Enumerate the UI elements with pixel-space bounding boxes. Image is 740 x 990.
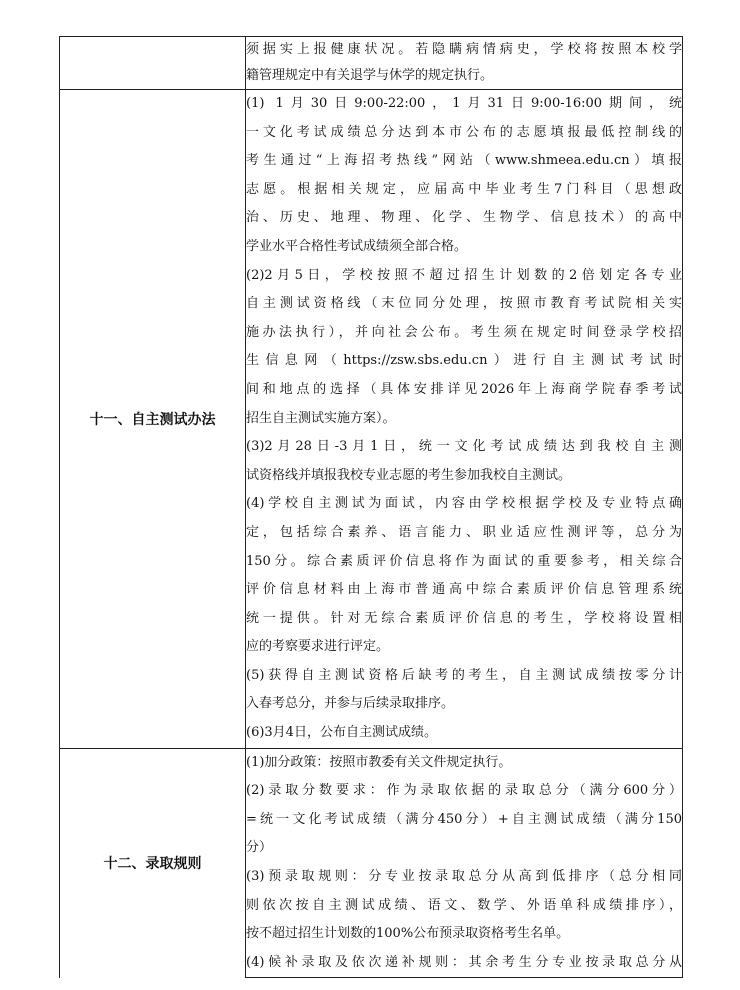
text-line: 间和地点的选择（具体安排详见2026年上海商学院春季考试 [246,381,682,397]
table-row [60,90,683,749]
text-line: 学业水平合格性考试成绩须全部合格。 [246,238,468,254]
text-line: 生信息网（https://zsw.sbs.edu.cn）进行自主测试考试时 [246,353,682,369]
text-line: 入春考总分，并参与后续录取排序。 [246,696,455,712]
text-line: =统一文化考试成绩（满分450分）+自主测试成绩（满分150 [246,811,682,827]
text-line: 籍管理规定中有关退学与休学的规定执行。 [246,68,494,83]
table-row [60,37,683,90]
text-line: (6)3月4日，公布自主测试成绩。 [246,725,437,741]
row-content [246,90,683,749]
text-line: 须据实上报健康状况。若隐瞒病情病史，学校将按照本校学 [246,42,682,57]
text-line: (2)录取分数要求：作为录取依据的录取总分（满分600分） [246,783,682,799]
text-line: 施办法执行），并向社会公布。考生须在规定时间登录学校招 [246,324,682,340]
text-line: 150分。综合素质评价信息将作为面试的重要参考，相关综合 [246,553,682,569]
text-line: (1) 1月30日9:00-22:00，1月31日9:00-16:00期间，统 [246,96,682,111]
text-line: 治、历史、地理、物理、化学、生物学、信息技术）的高中 [246,210,682,226]
text-line: 分） [246,840,273,856]
text-line: 考生通过“上海招考热线”网站（www.shmeea.edu.cn）填报 [246,153,682,169]
text-line: 按不超过招生计划数的100%公布预录取资格考生名单。 [246,926,570,942]
text-line: (1)加分政策：按照市教委有关文件规定执行。 [246,754,512,770]
text-line: (4)候补录取及依次递补规则：其余考生分专业按录取总分从 [246,954,682,970]
text-line: 一文化考试成绩总分达到本市公布的志愿填报最低控制线的 [246,124,682,140]
text-line: 应的考察要求进行评定。 [246,639,390,655]
row-label [60,37,246,90]
row-content [246,748,683,978]
text-line: 招生自主测试实施方案）。 [246,410,396,426]
text-line: 则依次按自主测试成绩、语文、数学、外语单科成绩排序）， [246,897,682,913]
text-line: 定，包括综合素养、语言能力、职业适应性测评等，总分为 [246,524,682,540]
text-line: 评价信息材料由上海市普通高中综合素质评价信息管理系统 [246,582,682,598]
row-content [246,37,683,90]
document-table [59,36,683,978]
text-line: 自主测试资格线（末位同分处理，按照市教育考试院相关实 [246,296,682,312]
row-label: 十二、录取规则 [60,748,246,978]
table-row [60,748,683,978]
text-line: (4)学校自主测试为面试，内容由学校根据学校及专业特点确 [246,496,682,512]
row-label: 十一、自主测试办法 [60,90,246,749]
text-line: (3)预录取规则：分专业按录取总分从高到低排序（总分相同 [246,869,682,885]
text-line: 试资格线并填报我校专业志愿的考生参加我校自主测试。 [246,467,572,483]
text-line: (3)2月28日-3月1日，统一文化考试成绩达到我校自主测 [246,439,682,455]
text-line: (2)2月5日，学校按照不超过招生计划数的2倍划定各专业 [246,267,682,283]
text-line: (5)获得自主测试资格后缺考的考生，自主测试成绩按零分计 [246,667,682,683]
text-line: 志愿。根据相关规定，应届高中毕业考生7门科目（思想政 [246,181,682,197]
text-line: 统一提供。针对无综合素质评价信息的考生，学校将设置相 [246,610,682,626]
